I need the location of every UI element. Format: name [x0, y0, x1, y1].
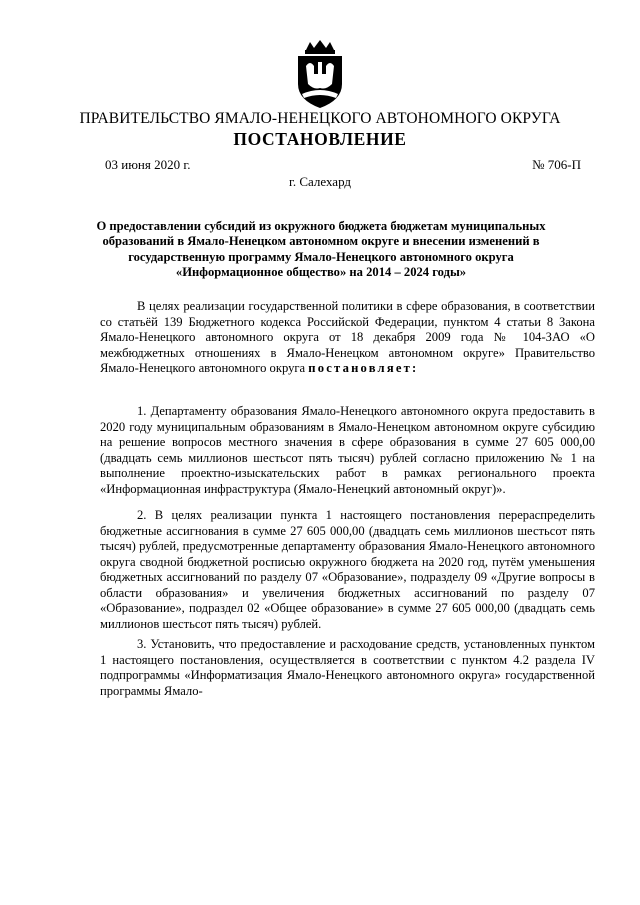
- preamble: [100, 299, 595, 377]
- paragraph-2: [100, 508, 595, 632]
- paragraph-1: [100, 404, 595, 497]
- document-type: ПОСТАНОВЛЕНИЕ: [233, 129, 407, 149]
- document-title: О предоставлении субсидий из окружного бюджета бюджетам муниципальных образований в Ямало-Ненецком автономном округе и внесении изменений в государственную программу Ямало-Ненецкого автономного округа «Информационное общество» на 2014 – 2024 годы»: [96, 219, 546, 280]
- paragraph-text: 1. Департаменту образования Ямало-Ненецкого автономного округа предоставить в 2020 году муниципальным образованиям в Ямало-Ненецком автономном округе субсидию на решение вопросов местного значения в сфере образования в сумме 27 605 000,00 (двадцать семь миллионов шестьсот пять тысяч) рублей согласно приложению № 1 на выполнение проектно-изыскательских работ в рамках регионального проекта «Информационная инфраструктура (Ямало-Ненецкий автономный округ)».: [100, 404, 595, 496]
- paragraph-text: 3. Установить, что предоставление и расходование средств, установленных пунктом 1 настоящего постановления, осуществляется в соответствии с пунктом 4.2 раздела IV подпрограммы «Информатизация Ямало-Ненецкого автономного округа» государственной программы Ямало-: [100, 637, 595, 698]
- document-city: г. Салехард: [288, 174, 352, 189]
- organization-name: ПРАВИТЕЛЬСТВО ЯМАЛО-НЕНЕЦКОГО АВТОНОМНОГО ОКРУГА: [79, 110, 561, 127]
- paragraph-text: 2. В целях реализации пункта 1 настоящего постановления перераспределить бюджетные ассигнования в сумме 27 605 000,00 (двадцать семь миллионов шестьсот пять тысяч) рублей, предусмотренные департаменту образования Ямало-Ненецкого автономного округа сводной бюджетной росписью окружного бюджета на 2020 год, путём уменьшения бюджетных ассигнований по разделу 07 «Образование», подразделу 09 «Другие вопросы в области образования» и увеличения бюджетных ассигнований по разделу 07 «Образование», подраздел 02 «Общее образование» в сумме 27 605 000,00 (двадцать семь миллионов шестьсот пять тысяч) рублей.: [100, 508, 595, 631]
- document-number: № 706-П: [532, 157, 581, 172]
- preamble-text: В целях реализации государственной политики в сфере образования, в соответствии со статьёй 139 Бюджетного кодекса Российской Федерации, пунктом 4 статьи 8 Закона Ямало-Ненецкого автономного округа от 18 декабря 2009 года № 104-ЗАО «О межбюджетных отношениях в Ямало-Ненецком автономном округе» Правительство Ямало-Ненецкого автономного округа: [100, 299, 595, 375]
- yamal-coat-of-arms-icon: [292, 40, 348, 110]
- document-date: 03 июня 2020 г.: [105, 157, 191, 172]
- resolves-word: постановляет:: [308, 361, 419, 375]
- paragraph-3: [100, 637, 595, 699]
